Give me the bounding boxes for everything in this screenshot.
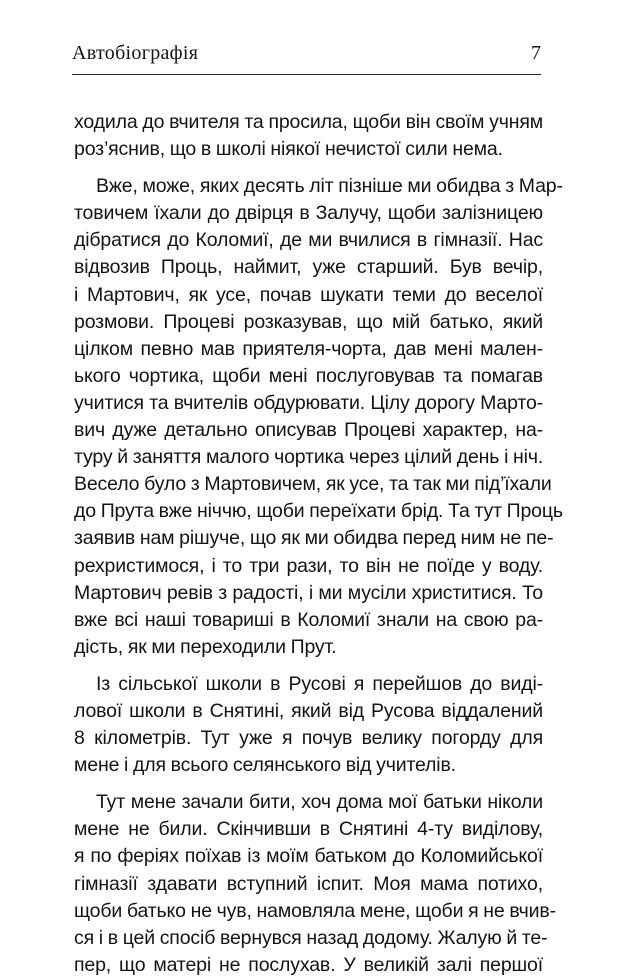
text-line: ся і в цей спосіб вернувся назад додому. Жалую й те- [74, 926, 548, 949]
text-line: заявив нам рішуче, що як ми обидва перед ним не пе- [74, 527, 554, 550]
text-line: Мартович ревів з радості, і ми мусіли христитися. То [74, 581, 543, 604]
text-line: відвозив Проць, наймит, уже старший. Був вечір, [74, 256, 543, 279]
text-line: розмови. Процеві розказував, що мій батько, який [74, 310, 543, 333]
text-line: товичем їхали до двірця в Залучу, щоби залізницею [74, 202, 543, 225]
body-text [74, 109, 563, 979]
text-line: мене не били. Скінчивши в Снятині 4-ту виділову, [74, 818, 543, 841]
text-line: Тут мене зачали бити, хоч дома мої батьки ніколи [96, 791, 543, 814]
text-line: до Прута вже ніччю, щоби переїхати брід. Та тут Проць [74, 500, 563, 523]
text-line: мене і для всього селянського від учителів. [74, 754, 456, 777]
text-line: вже всі наші товариші в Коломиї знали на свою ра- [74, 608, 543, 631]
text-line: ького чортика, щоби мені послуговував та помагав [74, 364, 543, 387]
text-line: я по феріях поїхав із моїм батьком до Коломийської [74, 845, 543, 868]
text-line: учитися та вчителів обдурювати. Цілу дорогу Марто- [74, 391, 543, 414]
page-number: 7 [531, 42, 541, 64]
text-line: туру й заняття малого чортика через цілий день і ніч. [74, 446, 544, 469]
text-line: лової школи в Снятині, який від Русова віддалений [74, 699, 543, 722]
running-head [72, 40, 541, 66]
text-line: 8 кілометрів. Тут уже я почув велику погорду для [74, 727, 543, 750]
paragraph [74, 789, 556, 979]
header-rule [72, 74, 541, 75]
text-line: і Мартович, як усе, почав шукати теми до веселої [74, 283, 543, 306]
paragraph [74, 173, 563, 661]
text-line: Із сільської школи в Русові я перейшов до виді- [96, 672, 543, 695]
text-line: цілком певно мав приятеля-чорта, дав мені мален- [74, 337, 543, 360]
text-line: гімназії здавати вступний іспит. Моя мама потихо, [74, 872, 543, 895]
running-head-title: Автобіографія [72, 42, 199, 64]
text-line: рехристимося, і то три рази, то він не поїде у воду. [74, 554, 543, 577]
text-line: вич дуже детально описував Процеві характер, на- [74, 419, 543, 442]
paragraph [74, 109, 543, 163]
text-line: щоби батько не чув, намовляла мене, щоби я не вчив- [74, 899, 556, 922]
paragraph [74, 671, 543, 779]
text-line: дібратися до Коломиї, де ми вчилися в гімназії. Нас [74, 229, 543, 252]
text-line: пер, що матері не послухав. У великій залі першої [74, 953, 543, 976]
text-line: роз’яснив, що в школі ніякої нечистої сили нема. [74, 138, 503, 161]
text-line: Весело було з Мартовичем, як усе, та так ми під’їхали [74, 473, 552, 496]
text-line: ходила до вчителя та просила, щоби він своїм учням [74, 111, 543, 133]
text-line: дість, як ми переходили Прут. [74, 635, 337, 658]
text-line: Вже, може, яких десять літ пізніше ми обидва з Мар- [96, 175, 563, 198]
